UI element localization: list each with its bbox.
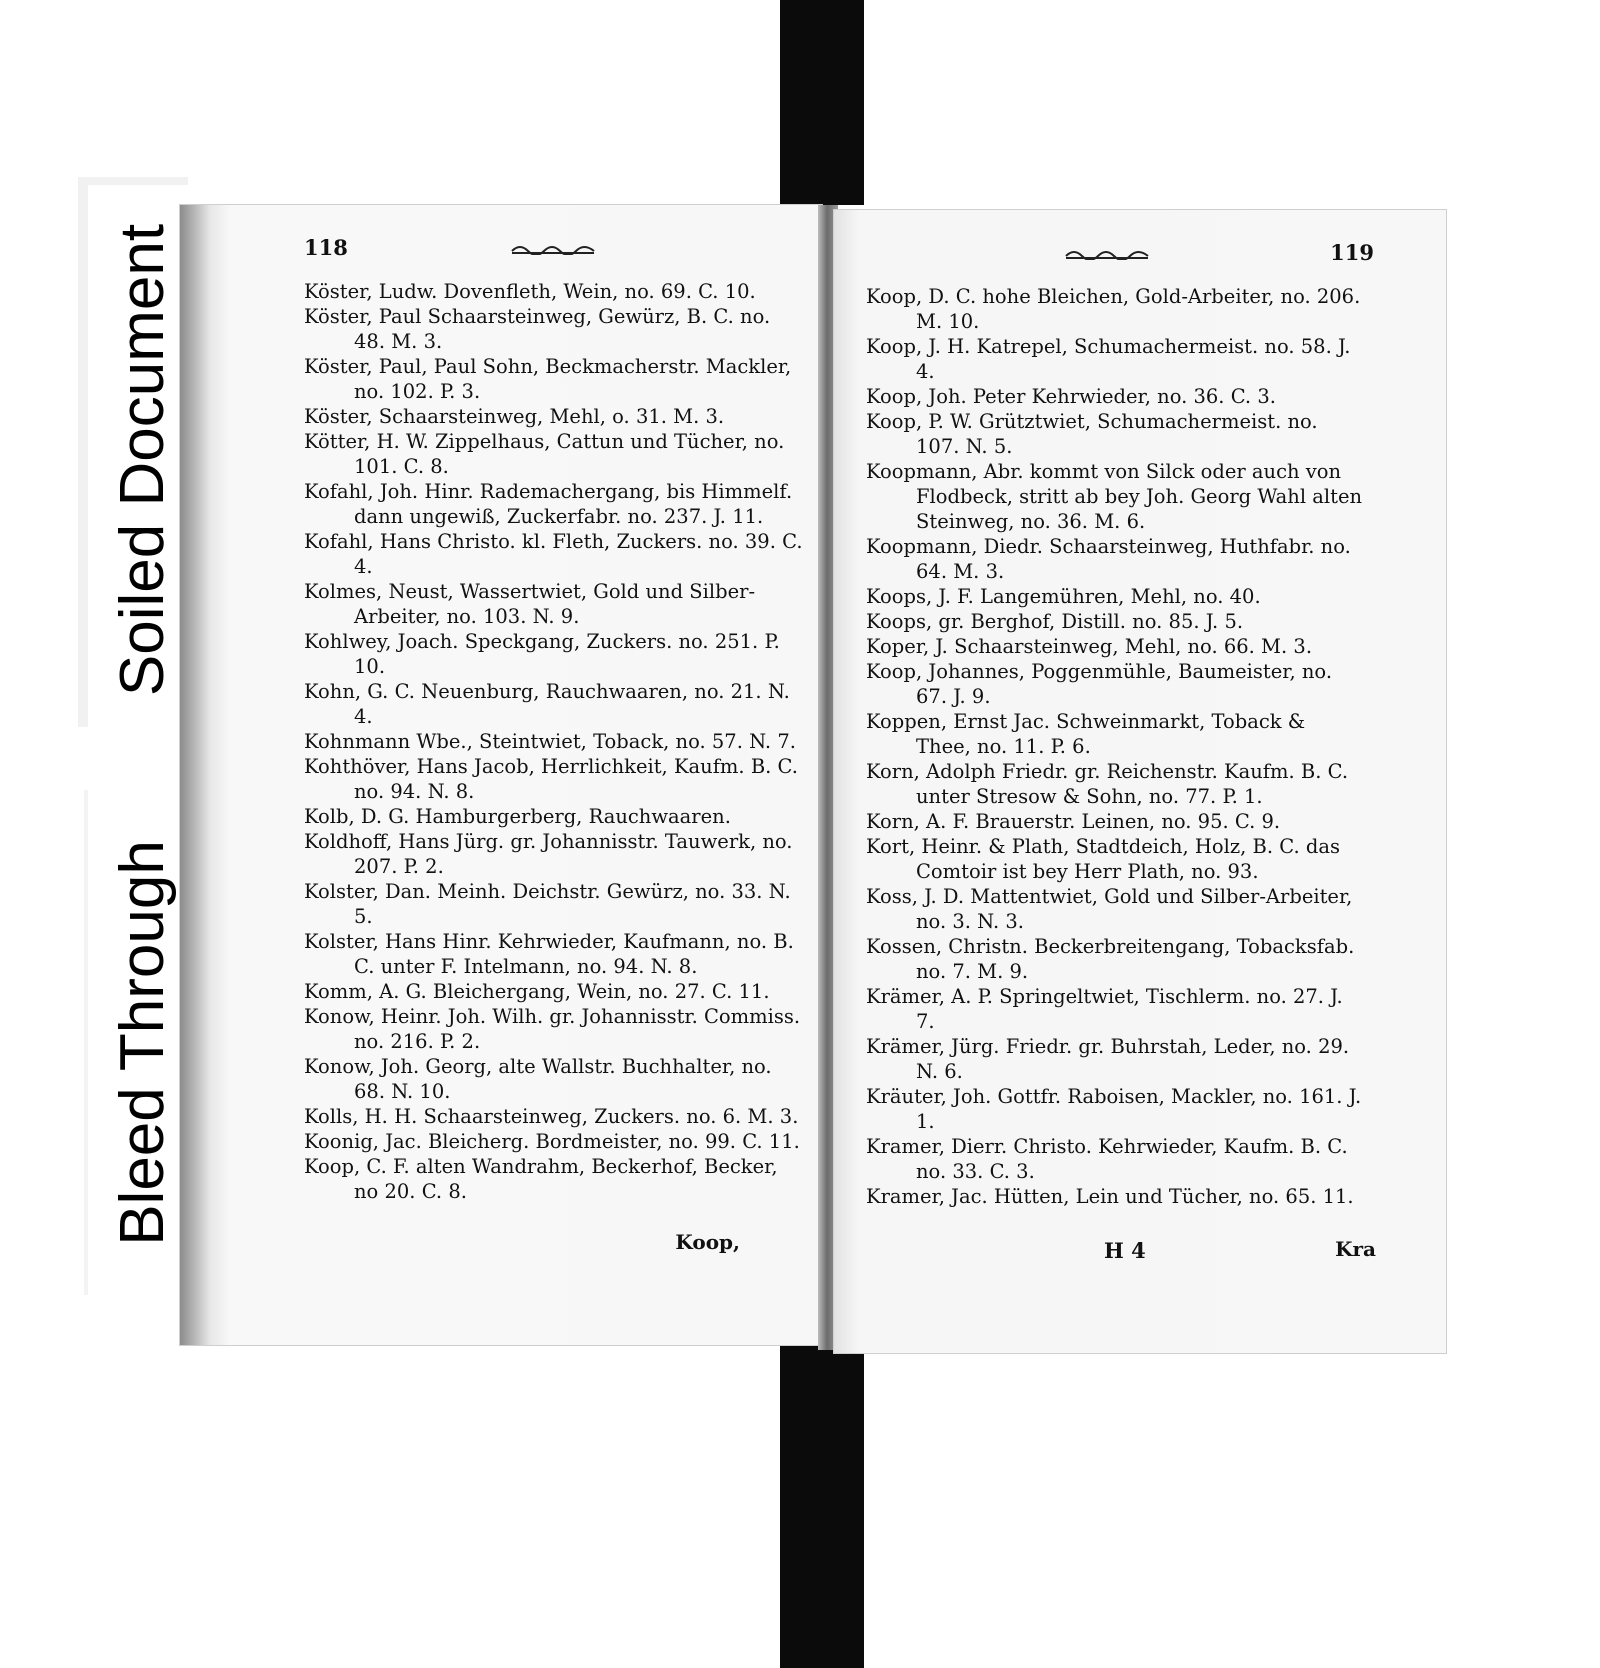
directory-entry: Kohnmann Wbe., Steintwiet, Toback, no. 57. N. 7.	[304, 730, 796, 753]
directory-entry: Kohn, G. C. Neuenburg, Rauchwaaren, no. 21. N. 4.	[304, 680, 790, 728]
directory-entry: Koop, J. H. Katrepel, Schumachermeist. no. 58. J. 4.	[866, 335, 1351, 383]
catchword: Koop,	[675, 1230, 740, 1254]
directory-entry: Koppen, Ernst Jac. Schweinmarkt, Toback & Thee, no. 11. P. 6.	[866, 710, 1306, 758]
page-number: 119	[1330, 240, 1374, 265]
right-page	[834, 210, 1446, 1353]
directory-entries-right	[866, 284, 1366, 1209]
directory-entry: Koper, J. Schaarsteinweg, Mehl, no. 66. M. 3.	[866, 635, 1313, 658]
directory-entry: Koops, J. F. Langemühren, Mehl, no. 40.	[866, 585, 1261, 608]
directory-entry: Koss, J. D. Mattentwiet, Gold und Silber-Arbeiter, no. 3. N. 3.	[866, 885, 1353, 933]
directory-entry: Koop, D. C. hohe Bleichen, Gold-Arbeiter, no. 206. M. 10.	[866, 285, 1361, 333]
directory-entry: Köster, Schaarsteinweg, Mehl, o. 31. M. 3.	[304, 405, 725, 428]
directory-entry: Kolls, H. H. Schaarsteinweg, Zuckers. no. 6. M. 3.	[304, 1105, 799, 1128]
directory-entry: Köster, Paul, Paul Sohn, Beckmacherstr. Mackler, no. 102. P. 3.	[304, 355, 792, 403]
headpiece-ornament-icon	[1064, 244, 1150, 260]
directory-entry: Kramer, Jac. Hütten, Lein und Tücher, no. 65. 11.	[866, 1185, 1354, 1208]
directory-entry: Komm, A. G. Bleichergang, Wein, no. 27. C. 11.	[304, 980, 770, 1003]
directory-entry: Krämer, A. P. Springeltwiet, Tischlerm. no. 27. J. 7.	[866, 985, 1343, 1033]
directory-entry: Kohthöver, Hans Jacob, Herrlichkeit, Kaufm. B. C. no. 94. N. 8.	[304, 755, 798, 803]
directory-entry: Kräuter, Joh. Gottfr. Raboisen, Mackler, no. 161. J. 1.	[866, 1085, 1362, 1133]
directory-entry: Koonig, Jac. Bleicherg. Bordmeister, no. 99. C. 11.	[304, 1130, 800, 1153]
directory-entry: Koop, C. F. alten Wandrahm, Beckerhof, Becker, no 20. C. 8.	[304, 1155, 778, 1203]
directory-entry: Kolster, Hans Hinr. Kehrwieder, Kaufmann, no. B. C. unter F. Intelmann, no. 94. N. 8.	[304, 930, 794, 978]
directory-entry: Koldhoff, Hans Jürg. gr. Johannisstr. Tauwerk, no. 207. P. 2.	[304, 830, 793, 878]
directory-entry: Koop, Joh. Peter Kehrwieder, no. 36. C. 3.	[866, 385, 1276, 408]
directory-entry: Korn, Adolph Friedr. gr. Reichenstr. Kaufm. B. C. unter Stresow & Sohn, no. 77. P. 1.	[866, 760, 1349, 808]
directory-entry: Konow, Joh. Georg, alte Wallstr. Buchhalter, no. 68. N. 10.	[304, 1055, 772, 1103]
directory-entry: Kramer, Dierr. Christo. Kehrwieder, Kaufm. B. C. no. 33. C. 3.	[866, 1135, 1348, 1183]
directory-entry: Kossen, Christn. Beckerbreitengang, Tobacksfab. no. 7. M. 9.	[866, 935, 1355, 983]
scan-binding-bar-bottom	[780, 1340, 864, 1668]
directory-entry: Kofahl, Hans Christo. kl. Fleth, Zuckers. no. 39. C. 4.	[304, 530, 803, 578]
scan-binding-bar-top	[780, 0, 864, 205]
directory-entries-left	[304, 279, 804, 1204]
directory-entry: Köster, Ludw. Dovenfleth, Wein, no. 69. C. 10.	[304, 280, 756, 303]
directory-entry: Koop, Johannes, Poggenmühle, Baumeister, no. 67. J. 9.	[866, 660, 1333, 708]
directory-entry: Kohlwey, Joach. Speckgang, Zuckers. no. 251. P. 10.	[304, 630, 780, 678]
soiled-document-label: Soiled Document	[108, 223, 177, 697]
directory-entry: Kort, Heinr. & Plath, Stadtdeich, Holz, B. C. das Comtoir ist bey Herr Plath, no. 93.	[866, 835, 1340, 883]
directory-entry: Kötter, H. W. Zippelhaus, Cattun und Tücher, no. 101. C. 8.	[304, 430, 785, 478]
left-page	[180, 205, 822, 1345]
directory-entry: Krämer, Jürg. Friedr. gr. Buhrstah, Leder, no. 29. N. 6.	[866, 1035, 1350, 1083]
catchword: Kra	[1335, 1237, 1376, 1261]
directory-entry: Koopmann, Diedr. Schaarsteinweg, Huthfabr. no. 64. M. 3.	[866, 535, 1351, 583]
directory-entry: Koop, P. W. Grütztwiet, Schumachermeist. no. 107. N. 5.	[866, 410, 1318, 458]
signature-mark: H 4	[1104, 1238, 1146, 1263]
directory-entry: Koopmann, Abr. kommt von Silck oder auch von Flodbeck, stritt ab bey Joh. Georg Wahl alten Steinweg, no. 36. M. 6.	[866, 460, 1363, 533]
directory-entry: Konow, Heinr. Joh. Wilh. gr. Johannisstr. Commiss. no. 216. P. 2.	[304, 1005, 801, 1053]
directory-entry: Kolb, D. G. Hamburgerberg, Rauchwaaren.	[304, 805, 731, 828]
directory-entry: Kofahl, Joh. Hinr. Rademachergang, bis Himmelf. dann ungewiß, Zuckerfabr. no. 237. J. 11.	[304, 480, 793, 528]
directory-entry: Köster, Paul Schaarsteinweg, Gewürz, B. C. no. 48. M. 3.	[304, 305, 771, 353]
page-number: 118	[304, 235, 348, 260]
directory-entry: Korn, A. F. Brauerstr. Leinen, no. 95. C. 9.	[866, 810, 1281, 833]
directory-entry: Koops, gr. Berghof, Distill. no. 85. J. 5.	[866, 610, 1244, 633]
directory-entry: Kolster, Dan. Meinh. Deichstr. Gewürz, no. 33. N. 5.	[304, 880, 791, 928]
headpiece-ornament-icon	[510, 239, 596, 255]
bleed-through-label: Bleed Through	[108, 839, 178, 1246]
directory-entry: Kolmes, Neust, Wassertwiet, Gold und Silber-Arbeiter, no. 103. N. 9.	[304, 580, 756, 628]
